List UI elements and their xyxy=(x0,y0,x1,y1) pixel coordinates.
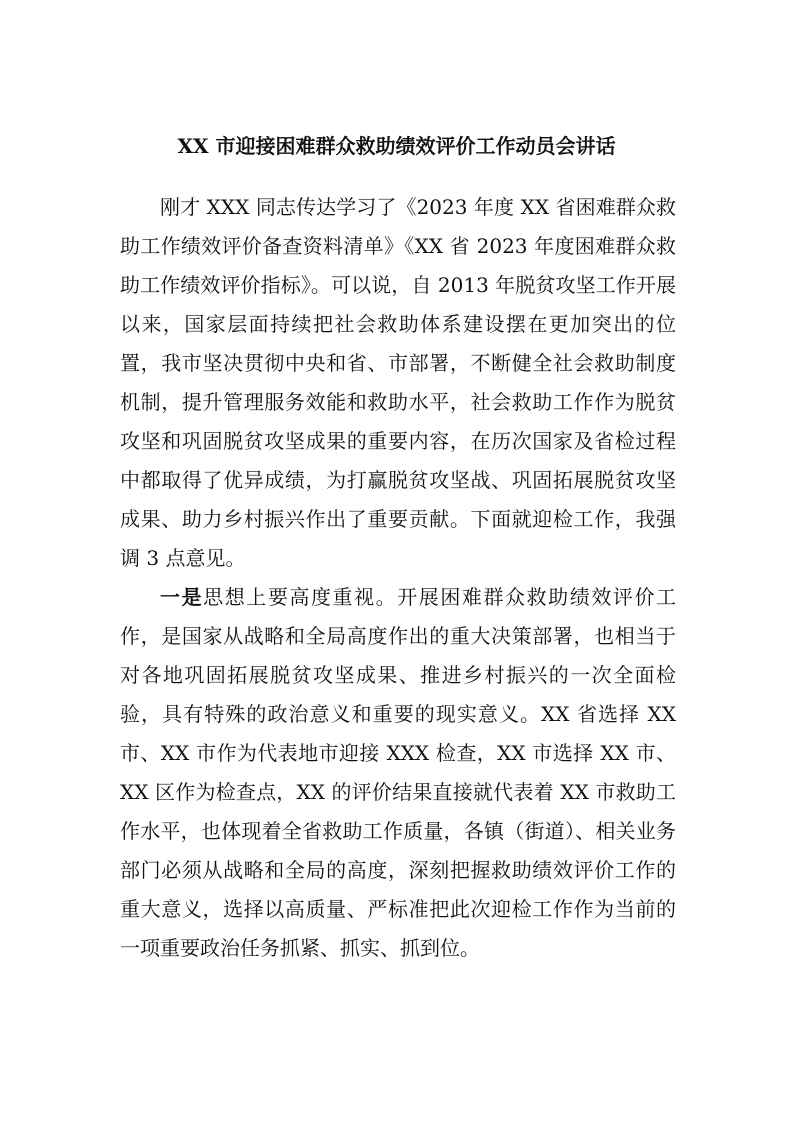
point-one-lead: 一是 xyxy=(160,585,204,609)
document-title: XX 市迎接困难群众救助绩效评价工作动员会讲话 xyxy=(177,134,616,158)
paragraph-point-one xyxy=(120,578,676,968)
point-one-text: 思想上要高度重视。开展困难群众救助绩效评价工作，是国家从战略和全局高度作出的重大决策部署，也相当于对各地巩固拓展脱贫攻坚成果、推进乡村振兴的一次全面检验，具有特殊的政治意义和重要的现实意义。XX 省选择 XX 市、XX 市作为代表地市迎接 XXX 检查，XX 市选择 XX 市、XX 区作为检查点，XX 的评价结果直接就代表着 XX 市救助工作水平，也体现着全省救助工作质量，各镇（街道）、相关业务部门必须从战略和全局的高度，深刻把握救助绩效评价工作的重大意义，选择以高质量、严标准把此次迎检工作作为当前的一项重要政治任务抓紧、抓实、抓到位。 xyxy=(120,585,677,960)
document-body xyxy=(120,188,676,968)
paragraph-intro: 刚才 XXX 同志传达学习了《2023 年度 XX 省困难群众救助工作绩效评价备查资料清单》《XX 省 2023 年度困难群众救助工作绩效评价指标》。可以说，自 2013 年脱贫攻坚工作开展以来，国家层面持续把社会救助体系建设摆在更加突出的位置，我市坚决贯彻中央和省、市部署，不断健全社会救助制度机制，提升管理服务效能和救助水平，社会救助工作作为脱贫攻坚和巩固脱贫攻坚成果的重要内容，在历次国家及省检过程中都取得了优异成绩，为打赢脱贫攻坚战、巩固拓展脱贫攻坚成果、助力乡村振兴作出了重要贡献。下面就迎检工作，我强调 3 点意见。 xyxy=(120,195,676,570)
